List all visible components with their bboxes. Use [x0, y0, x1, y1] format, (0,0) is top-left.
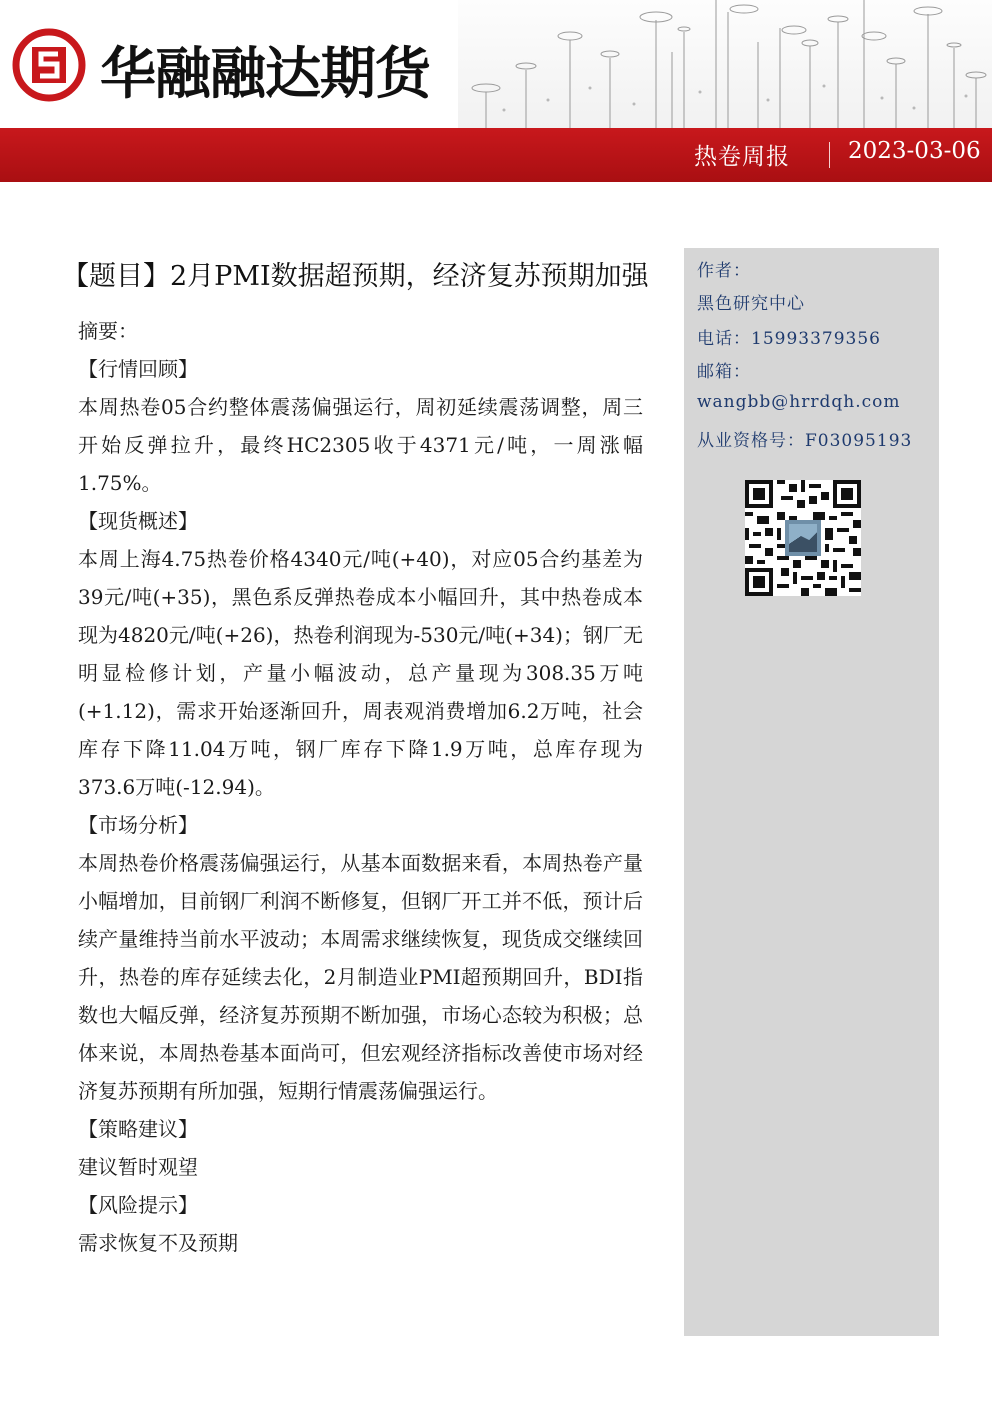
- section-heading: 【市场分析】: [78, 813, 198, 837]
- header-decoration: [458, 0, 992, 128]
- author-label: 作者：: [697, 261, 751, 281]
- report-date: 2023-03-06: [848, 138, 981, 164]
- report-type-label: 热卷周报: [694, 144, 790, 170]
- section-body: 本周上海4.75热卷价格4340元/吨(+40)，对应05合约基差为39元/吨(+35)，黑色系反弹热卷成本小幅回升，其中热卷成本现为4820元/吨(+26)，热卷利润现为-530元/吨(+34)；钢厂无明显检修计划，产量小幅波动，总产量现为308.35万吨(+1.12)，需求开始逐渐回升，周表观消费增加6.2万吨，社会库存下降11.04万吨，钢厂库存下降1.9万吨，总库存现为373.6万吨(-12.94)。: [78, 547, 643, 799]
- license-number: 从业资格号：F03095193: [697, 431, 913, 451]
- author-email[interactable]: wangbb@hrrdqh.com: [697, 392, 901, 412]
- section-heading: 【现货概述】: [78, 509, 198, 533]
- report-title: 【题目】2月PMI数据超预期，经济复苏预期加强: [62, 261, 649, 292]
- section-heading: 【策略建议】: [78, 1117, 198, 1141]
- summary-label: 摘要：: [78, 319, 138, 343]
- report-header: [0, 0, 992, 182]
- brand-name: 华融融达期货: [100, 42, 430, 107]
- header-divider: [829, 142, 830, 168]
- qr-code: [745, 480, 861, 596]
- section-body: 需求恢复不及预期: [78, 1231, 238, 1255]
- report-body: [78, 312, 643, 1262]
- section-body: 本周热卷价格震荡偏强运行，从基本面数据来看，本周热卷产量小幅增加，目前钢厂利润不断修复，但钢厂开工并不低，预计后续产量维持当前水平波动；本周需求继续恢复，现货成交继续回升，热卷的库存延续去化，2月制造业PMI超预期回升，BDI指数也大幅反弹，经济复苏预期不断加强，市场心态较为积极；总体来说，本周热卷基本面尚可，但宏观经济指标改善使市场对经济复苏预期有所加强，短期行情震荡偏强运行。: [78, 851, 643, 1103]
- section-body: 建议暂时观望: [78, 1155, 198, 1179]
- author-phone: 电话：15993379356: [697, 329, 881, 349]
- section-heading: 【风险提示】: [78, 1193, 198, 1217]
- email-label: 邮箱：: [697, 362, 751, 382]
- header-red-bar: [0, 128, 992, 182]
- section-body: 本周热卷05合约整体震荡偏强运行，周初延续震荡调整，周三开始反弹拉升，最终HC2305收于4371元/吨，一周涨幅1.75%。: [78, 395, 643, 495]
- section-heading: 【行情回顾】: [78, 357, 198, 381]
- author-name: 黑色研究中心: [697, 294, 805, 314]
- company-logo: [12, 26, 86, 104]
